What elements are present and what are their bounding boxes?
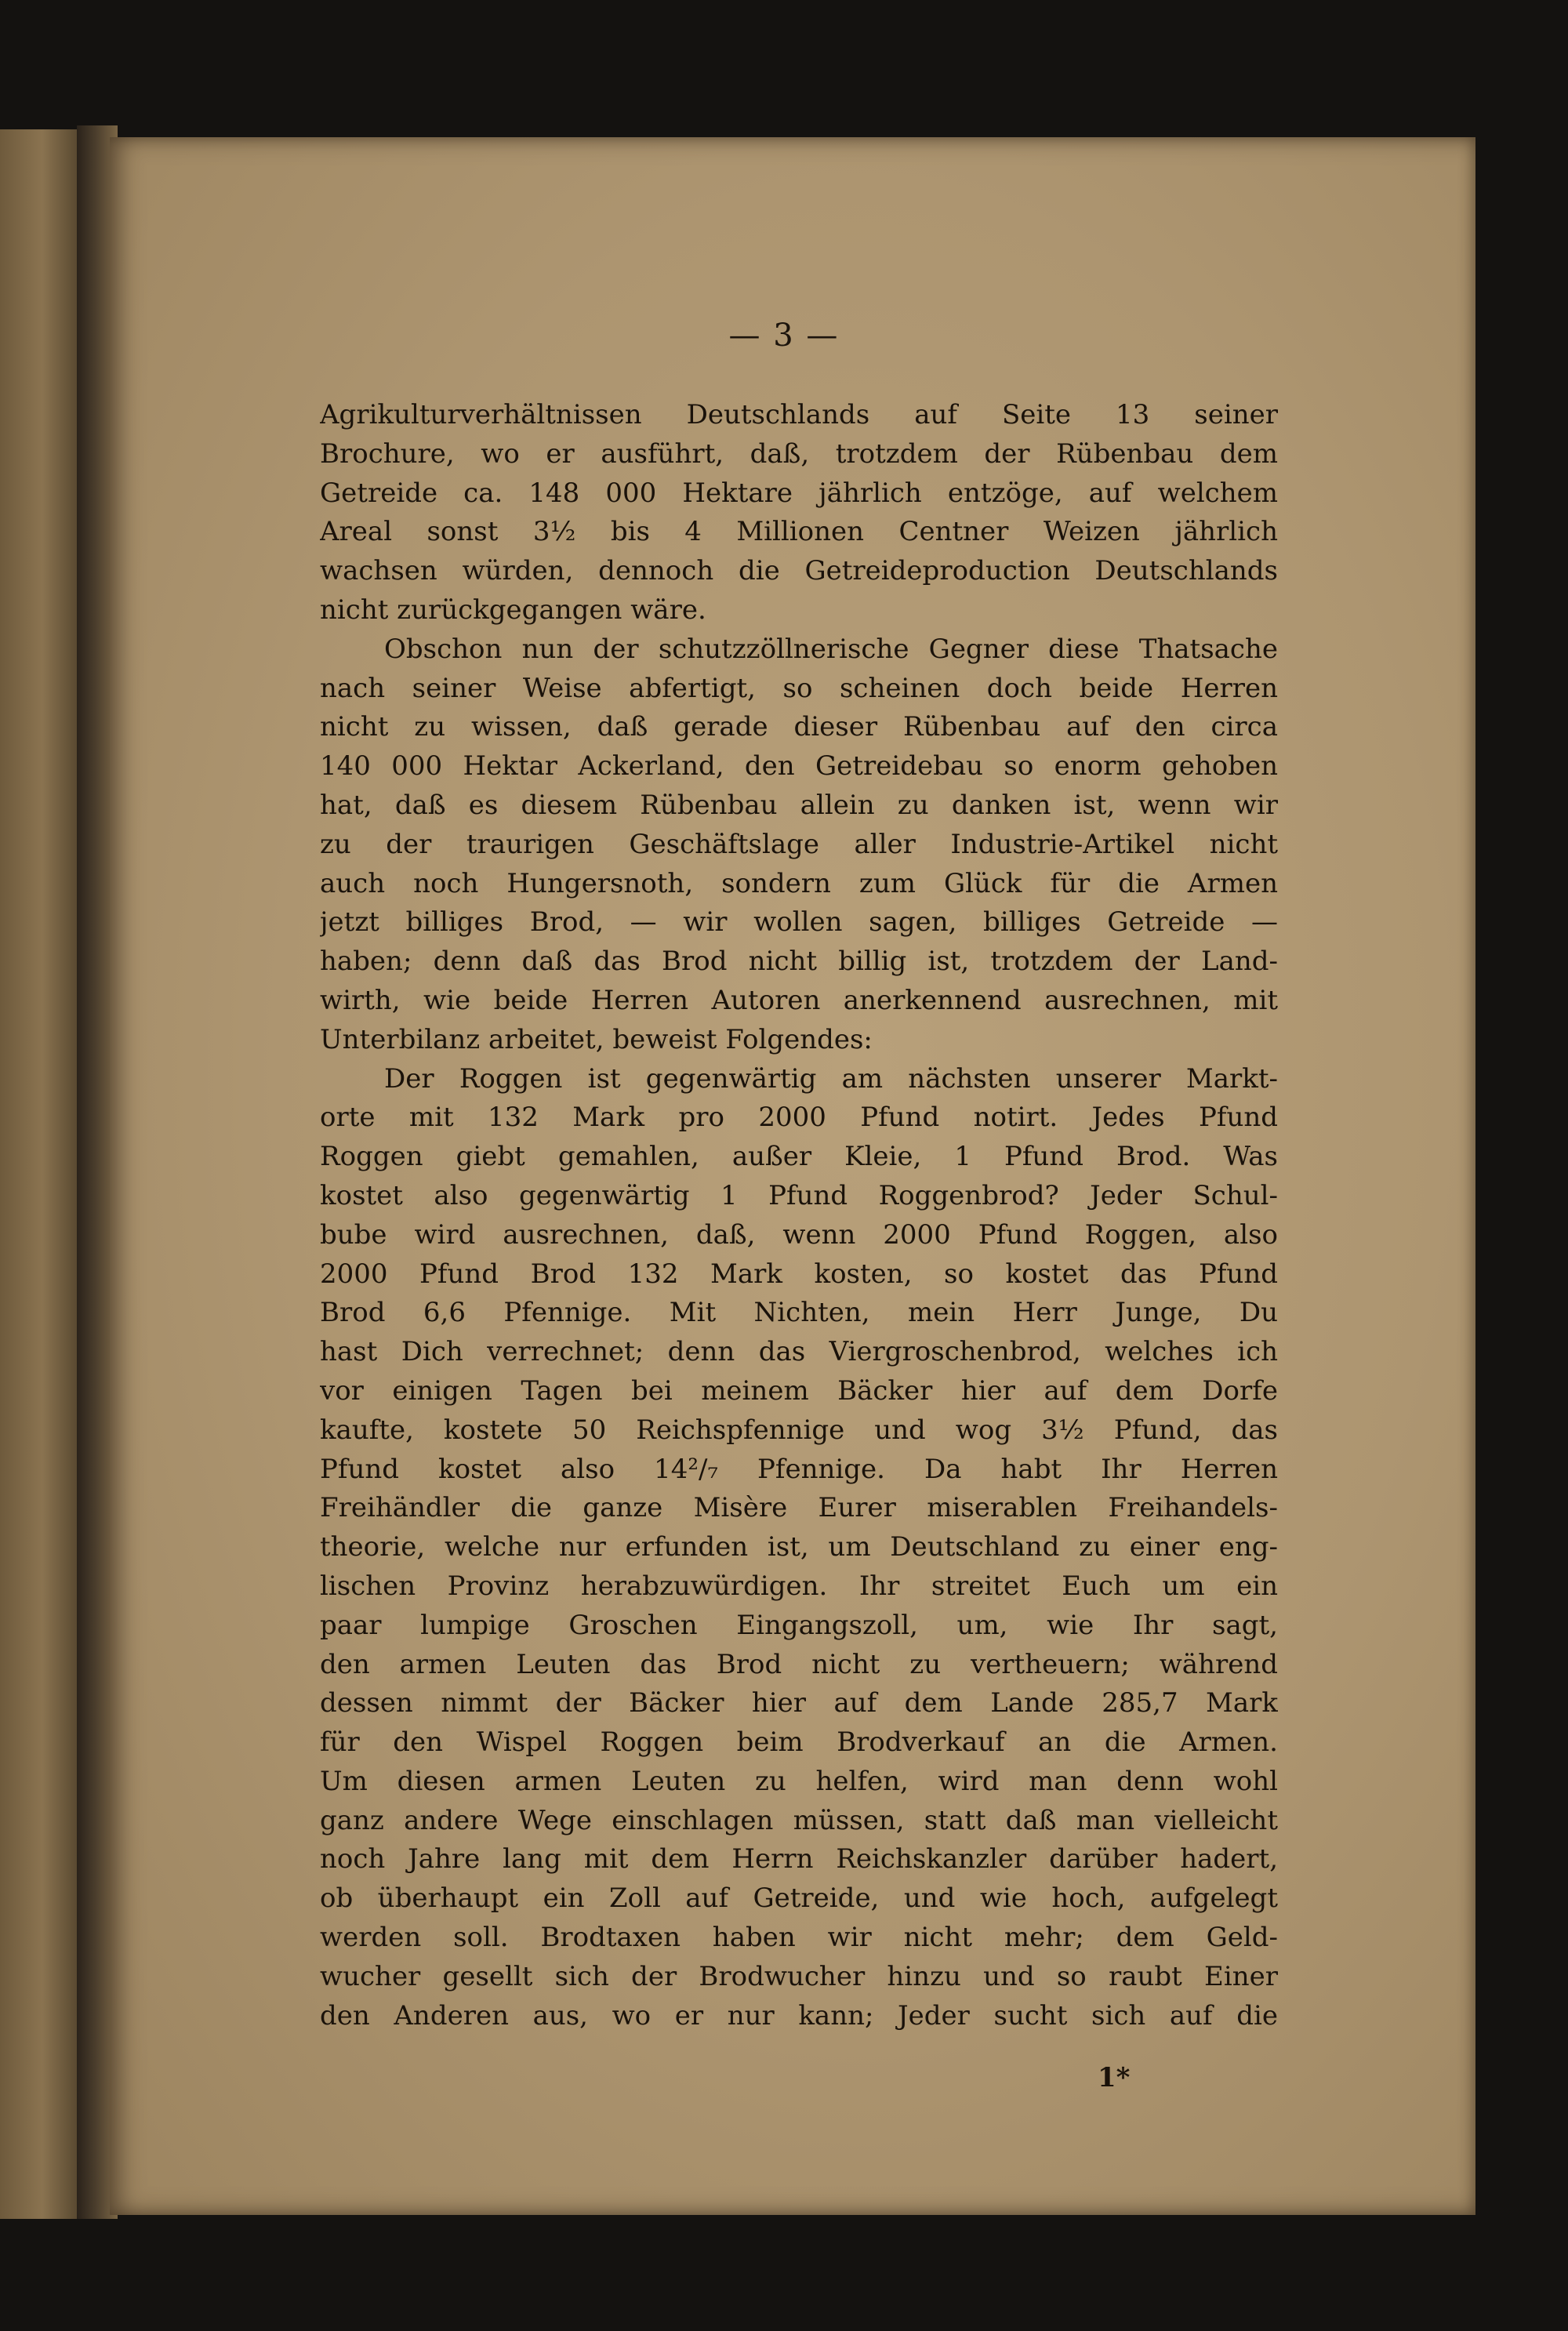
text-line: ganz andere Wege einschlagen müssen, statt daß man vielleicht (320, 1804, 1278, 1836)
text-line: nicht zu wissen, daß gerade dieser Rübenbau auf den circa (320, 711, 1278, 743)
text-line: Unterbilanz arbeitet, beweist Folgendes: (320, 1023, 873, 1055)
text-line: Der Roggen ist gegenwärtig am nächsten unserer Markt- (384, 1062, 1278, 1095)
text-line: hat, daß es diesem Rübenbau allein zu danken ist, wenn wir (320, 789, 1278, 821)
text-line: wachsen würden, dennoch die Getreideproduction Deutschlands (320, 555, 1278, 587)
text-line: Getreide ca. 148 000 Hektare jährlich entzöge, auf welchem (320, 477, 1278, 509)
text-line: wirth, wie beide Herren Autoren anerkennend ausrechnen, mit (320, 984, 1278, 1016)
text-line: Pfund kostet also 14²/₇ Pfennige. Da habt Ihr Herren (320, 1453, 1278, 1485)
text-line: 2000 Pfund Brod 132 Mark kosten, so kostet das Pfund (320, 1258, 1278, 1290)
text-line: den armen Leuten das Brod nicht zu vertheuern; während (320, 1648, 1278, 1680)
text-line: vor einigen Tagen bei meinem Bäcker hier auf dem Dorfe (320, 1374, 1278, 1407)
signature-mark: 1* (1098, 2062, 1131, 2093)
text-line: lischen Provinz herabzuwürdigen. Ihr streitet Euch um ein (320, 1570, 1278, 1602)
page-number-header: — 3 — (728, 318, 840, 354)
text-line: Obschon nun der schutzzöllnerische Gegner diese Thatsache (384, 633, 1278, 665)
text-line: Freihändler die ganze Misère Eurer miserablen Freihandels- (320, 1492, 1278, 1524)
text-line: zu der traurigen Geschäftslage aller Industrie-Artikel nicht (320, 828, 1278, 860)
text-line: Roggen giebt gemahlen, außer Kleie, 1 Pfund Brod. Was (320, 1141, 1278, 1173)
text-line: kaufte, kostete 50 Reichspfennige und wog 3½ Pfund, das (320, 1414, 1278, 1446)
text-line: Areal sonst 3½ bis 4 Millionen Centner Weizen jährlich (320, 516, 1278, 548)
text-line: theorie, welche nur erfunden ist, um Deutschland zu einer eng- (320, 1531, 1278, 1563)
text-line: werden soll. Brodtaxen haben wir nicht mehr; dem Geld- (320, 1922, 1278, 1954)
text-line: auch noch Hungersnoth, sondern zum Glück für die Armen (320, 867, 1278, 899)
text-line: den Anderen aus, wo er nur kann; Jeder sucht sich auf die (320, 1999, 1278, 2031)
text-line: orte mit 132 Mark pro 2000 Pfund notirt. Jedes Pfund (320, 1102, 1278, 1134)
text-line: Brod 6,6 Pfennige. Mit Nichten, mein Herr Junge, Du (320, 1297, 1278, 1329)
text-line: bube wird ausrechnen, daß, wenn 2000 Pfund Roggen, also (320, 1218, 1278, 1251)
text-line: wucher gesellt sich der Brodwucher hinzu und so raubt Einer (320, 1960, 1278, 1992)
text-line: 140 000 Hektar Ackerland, den Getreidebau so enorm gehoben (320, 750, 1278, 782)
text-line: Brochure, wo er ausführt, daß, trotzdem der Rübenbau dem (320, 438, 1278, 470)
text-line: jetzt billiges Brod, — wir wollen sagen, billiges Getreide — (320, 906, 1278, 939)
text-line: Um diesen armen Leuten zu helfen, wird man denn wohl (320, 1765, 1278, 1797)
text-line: hast Dich verrechnet; denn das Viergroschenbrod, welches ich (320, 1336, 1278, 1368)
text-line: haben; denn daß das Brod nicht billig ist, trotzdem der Land- (320, 946, 1278, 978)
page-body-text (320, 396, 1278, 2035)
text-line: kostet also gegenwärtig 1 Pfund Roggenbrod? Jeder Schul- (320, 1179, 1278, 1211)
text-line: für den Wispel Roggen beim Brodverkauf an die Armen. (320, 1726, 1278, 1759)
previous-page-edge (0, 129, 77, 2219)
text-line: nicht zurückgegangen wäre. (320, 594, 706, 626)
text-line: nach seiner Weise abfertigt, so scheinen doch beide Herren (320, 672, 1278, 704)
text-line: dessen nimmt der Bäcker hier auf dem Lande 285,7 Mark (320, 1687, 1278, 1719)
text-line: noch Jahre lang mit dem Herrn Reichskanzler darüber hadert, (320, 1843, 1278, 1875)
text-line: Agrikulturverhältnissen Deutschlands auf Seite 13 seiner (320, 399, 1278, 430)
text-line: paar lumpige Groschen Eingangszoll, um, wie Ihr sagt, (320, 1609, 1278, 1641)
text-line: ob überhaupt ein Zoll auf Getreide, und wie hoch, aufgelegt (320, 1883, 1278, 1915)
